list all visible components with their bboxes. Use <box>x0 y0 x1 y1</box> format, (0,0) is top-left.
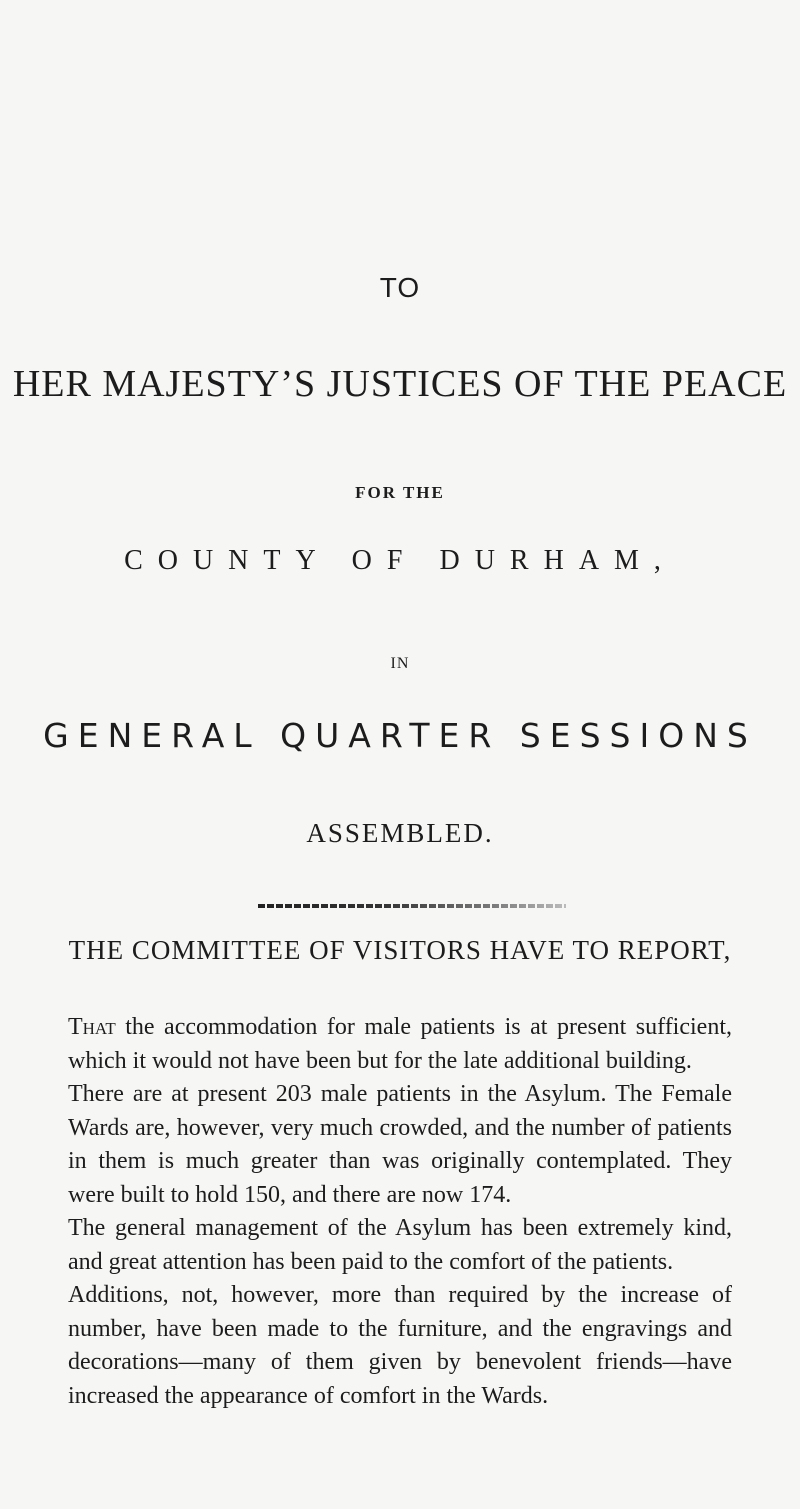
paragraph-4: Additions, not, however, more than required by the increase of number, have been made to the furniture, and the engravings and decorations—many of them given by benevolent friends—have increased the appearance of comfort in the Wards. <box>68 1282 732 1409</box>
opening-word: That <box>68 1014 116 1040</box>
county-line: COUNTY OF DURHAM, <box>124 545 676 576</box>
report-title: THE COMMITTEE OF VISITORS HAVE TO REPORT, <box>68 935 732 965</box>
report-body <box>68 1011 732 1413</box>
section-divider <box>258 904 566 908</box>
addressee-title: HER MAJESTY’S JUSTICES OF THE PEACE <box>12 363 788 405</box>
paragraph-3: The general management of the Asylum has been extremely kind, and great attention has been paid to the comfort of the patients. <box>68 1215 732 1275</box>
assembled-line: ASSEMBLED. <box>306 818 494 848</box>
paragraph-1-text: the accommodation for male patients is at present sufficient, which it would not have been but for the late additional building. <box>68 1014 732 1074</box>
paragraph-1 <box>68 1011 732 1078</box>
for-the-line: FOR THE <box>355 483 445 502</box>
sessions-line: GENERAL QUARTER SESSIONS <box>43 716 757 755</box>
salutation-to: TO <box>379 272 421 303</box>
in-line: IN <box>390 655 410 672</box>
paragraph-2: There are at present 203 male patients in the Asylum. The Female Wards are, however, very much crowded, and the number of patients in them is much greater than was originally contemplated. They were built to hold 150, and there are now 174. <box>68 1081 732 1208</box>
